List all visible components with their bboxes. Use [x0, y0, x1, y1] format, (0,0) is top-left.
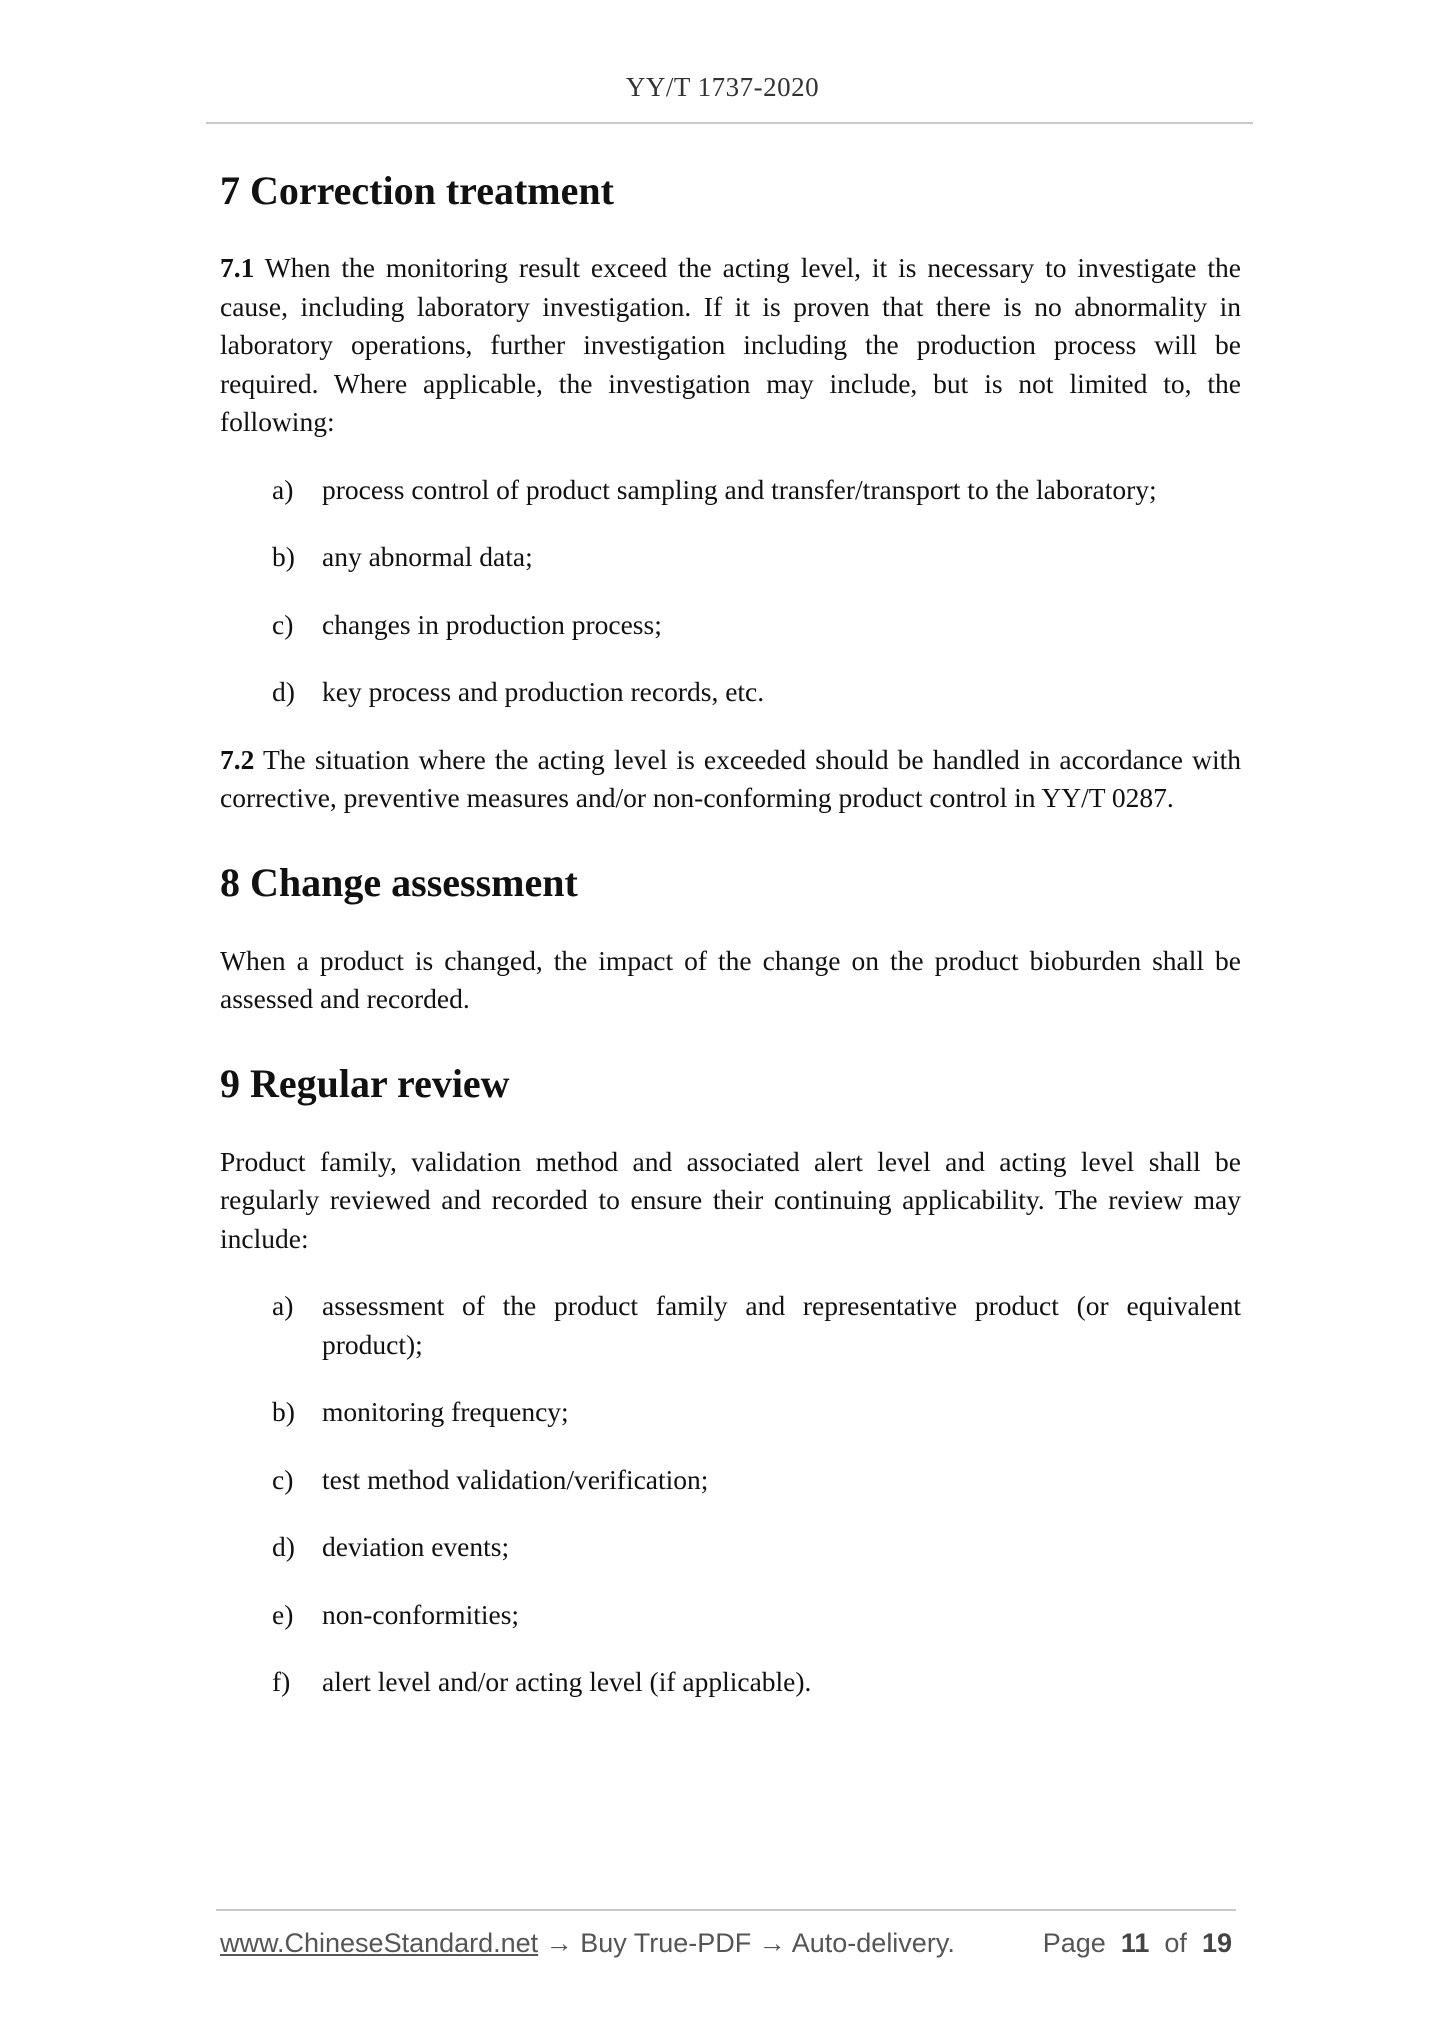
list-marker: b) [272, 1396, 295, 1427]
review-list [220, 1287, 1241, 1702]
footer-divider [216, 1909, 1236, 1911]
footer-promo [220, 1928, 955, 1959]
list-item [220, 1393, 1241, 1432]
investigation-list [220, 471, 1241, 712]
footer-promo-text: → Buy True-PDF → Auto-delivery. [538, 1928, 955, 1958]
header-divider [206, 122, 1253, 124]
list-item-text: changes in production process; [322, 608, 662, 640]
clause-number-7-1: 7.1 [220, 252, 255, 283]
list-item-text: any abnormal data; [322, 541, 533, 572]
paragraph-7-2 [220, 741, 1241, 818]
list-item [220, 673, 1241, 712]
list-marker: f) [272, 1666, 291, 1697]
clause-number-7-2: 7.2 [220, 743, 255, 775]
paragraph-9: Product family, validation method and associated alert level and acting level shall be regularly reviewed and recorded to ensure their continuing applicability. The review may include: [220, 1145, 1241, 1254]
clause-text-7-1: When the monitoring result exceed the acting level, it is necessary to investigate the cause, including laboratory investigation. If it is proven that there is no abnormality in laboratory operations, further investigation including the production process will be required. Where applicable, the investigation may include, but is not limited to, the following: [220, 252, 1241, 437]
section-8-heading: 8 Change assessment [220, 859, 578, 905]
list-item-text: test method validation/verification; [322, 1463, 709, 1495]
list-item [220, 1528, 1241, 1567]
section-7-heading: 7 Correction treatment [220, 168, 614, 213]
page-label: Page [1042, 1928, 1106, 1958]
list-item-text: key process and production records, etc. [322, 676, 765, 707]
list-marker: a) [272, 1290, 294, 1321]
page-total: 19 [1201, 1928, 1232, 1958]
list-item-text: monitoring frequency; [322, 1396, 569, 1427]
page-footer [220, 1928, 1232, 1959]
page-current: 11 [1120, 1928, 1150, 1958]
list-marker: c) [272, 608, 294, 640]
clause-text-7-2: The situation where the acting level is exceeded should be handled in accordance with corrective, preventive measures and/or non-conforming product control in YY/T 0287. [220, 743, 1241, 813]
list-item-text: deviation events; [322, 1531, 510, 1562]
section-9-heading: 9 Regular review [220, 1060, 510, 1106]
paragraph-8: When a product is changed, the impact of the change on the product bioburden shall be assessed and recorded. [220, 944, 1241, 1014]
list-item [220, 471, 1241, 510]
list-marker: d) [272, 676, 295, 707]
chinesestandard-link[interactable]: www.ChineseStandard.net [220, 1928, 539, 1958]
list-item [220, 1596, 1241, 1635]
list-marker: c) [272, 1463, 294, 1495]
list-item [220, 1461, 1241, 1500]
list-item [220, 1663, 1241, 1702]
list-item-text: assessment of the product family and representative product (or equivalent product); [322, 1290, 1241, 1360]
list-marker: e) [272, 1598, 294, 1630]
list-item-text: non-conformities; [322, 1598, 520, 1630]
list-item [220, 606, 1241, 645]
list-item-text: alert level and/or acting level (if applicable). [322, 1666, 812, 1697]
page-content [220, 165, 1241, 1702]
list-item-text: process control of product sampling and transfer/transport to the laboratory; [322, 473, 1157, 505]
list-marker: b) [272, 541, 295, 572]
document-standard-id: YY/T 1737-2020 [625, 72, 820, 102]
list-item [220, 538, 1241, 577]
of-label: of [1164, 1928, 1187, 1958]
paragraph-7-1 [220, 249, 1241, 442]
list-marker: a) [272, 473, 294, 505]
page-indicator [1043, 1928, 1232, 1959]
list-marker: d) [272, 1531, 295, 1562]
list-item [220, 1287, 1241, 1364]
